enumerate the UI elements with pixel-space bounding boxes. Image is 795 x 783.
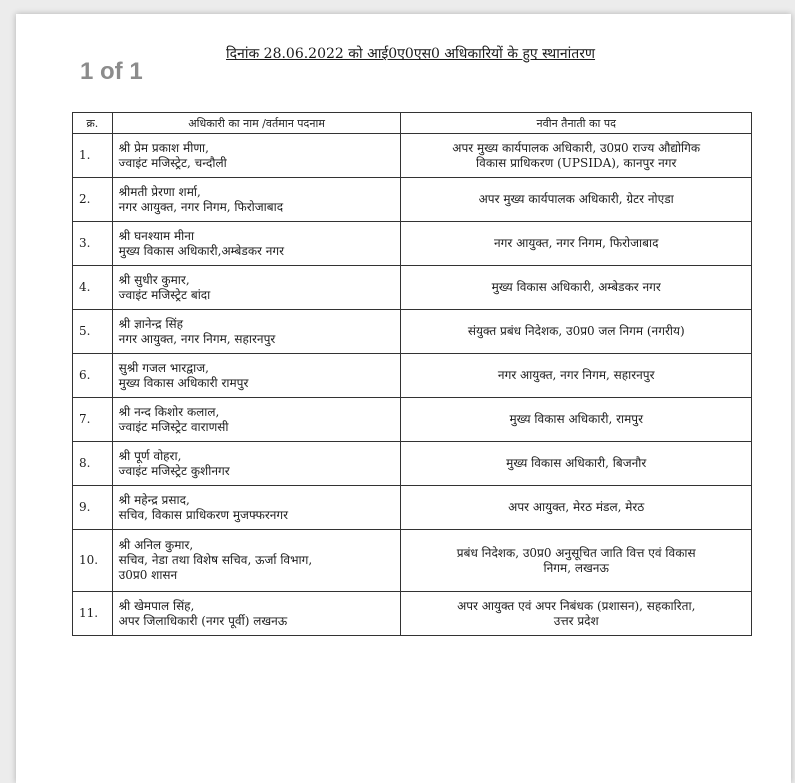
table-row — [73, 310, 752, 354]
serial-cell: 3. — [73, 222, 113, 266]
new-posting-line: प्रबंध निदेशक, उ0प्र0 अनुसूचित जाति वित्त एवं विकास — [456, 545, 696, 560]
officer-line: ज्वाइंट मजिस्ट्रेट बांदा — [118, 287, 211, 302]
officer-cell — [112, 178, 401, 222]
table-row — [73, 398, 752, 442]
officer-line: ज्वाइंट मजिस्ट्रेट कुशीनगर — [118, 463, 230, 478]
serial-cell: 10. — [73, 530, 113, 592]
officer-line: नगर आयुक्त, नगर निगम, सहारनपुर — [118, 331, 276, 346]
page-counter: 1 of 1 — [80, 58, 143, 85]
officer-line: श्री पूर्ण वोहरा, — [118, 448, 182, 463]
new-posting-cell — [401, 266, 752, 310]
officer-line: श्री सुधीर कुमार, — [118, 272, 190, 287]
serial-cell: 4. — [73, 266, 113, 310]
header-serial: क्र. — [73, 113, 113, 134]
new-posting-line: मुख्य विकास अधिकारी, रामपुर — [509, 412, 643, 426]
officer-cell — [112, 354, 401, 398]
officer-line: मुख्य विकास अधिकारी रामपुर — [118, 375, 249, 390]
serial-cell: 5. — [73, 310, 113, 354]
officer-cell — [112, 530, 401, 592]
officer-line: मुख्य विकास अधिकारी,अम्बेडकर नगर — [118, 243, 285, 258]
table-header-row — [73, 113, 752, 134]
serial-cell: 11. — [73, 592, 113, 636]
officer-line: उ0प्र0 शासन — [118, 568, 178, 582]
serial-cell: 7. — [73, 398, 113, 442]
table-body — [73, 134, 752, 636]
new-posting-line: अपर आयुक्त एवं अपर निबंधक (प्रशासन), सहकारिता, — [457, 598, 696, 613]
new-posting-cell — [401, 178, 752, 222]
table-row — [73, 530, 752, 592]
new-posting-line: अपर मुख्य कार्यपालक अधिकारी, ग्रेटर नोएडा — [478, 192, 674, 206]
table-row — [73, 592, 752, 636]
new-posting-line: मुख्य विकास अधिकारी, अम्बेडकर नगर — [491, 280, 661, 294]
officer-cell — [112, 310, 401, 354]
new-posting-cell — [401, 354, 752, 398]
new-posting-line: मुख्य विकास अधिकारी, बिजनौर — [506, 456, 647, 470]
officer-line: श्री नन्द किशोर कलाल, — [118, 404, 220, 419]
officer-cell — [112, 486, 401, 530]
new-posting-line: विकास प्राधिकरण (UPSIDA), कानपुर नगर — [476, 155, 677, 170]
new-posting-cell — [401, 486, 752, 530]
transfer-table — [72, 112, 752, 636]
officer-line: ज्वाइंट मजिस्ट्रेट वाराणसी — [118, 419, 229, 434]
officer-cell — [112, 222, 401, 266]
new-posting-line: संयुक्त प्रबंध निदेशक, उ0प्र0 जल निगम (नगरीय) — [467, 324, 685, 338]
officer-cell — [112, 134, 401, 178]
new-posting-cell — [401, 398, 752, 442]
officer-line: सुश्री गजल भारद्वाज, — [118, 360, 209, 375]
document-title: दिनांक 28.06.2022 को आई0ए0एस0 अधिकारियों के हुए स्थानांतरण — [226, 46, 596, 62]
header-officer: अधिकारी का नाम /वर्तमान पदनाम — [112, 113, 401, 134]
new-posting-cell — [401, 592, 752, 636]
table-row — [73, 178, 752, 222]
officer-line: सचिव, विकास प्राधिकरण मुजफ्फरनगर — [118, 507, 289, 522]
table-row — [73, 134, 752, 178]
officer-line: श्री खेमपाल सिंह, — [118, 598, 195, 613]
officer-cell — [112, 266, 401, 310]
officer-cell — [112, 592, 401, 636]
officer-line: श्री प्रेम प्रकाश मीणा, — [118, 140, 209, 155]
officer-line: नगर आयुक्त, नगर निगम, फिरोजाबाद — [118, 199, 284, 214]
new-posting-cell — [401, 442, 752, 486]
officer-line: ज्वाइंट मजिस्ट्रेट, चन्दौली — [118, 155, 227, 170]
new-posting-cell — [401, 310, 752, 354]
serial-cell: 6. — [73, 354, 113, 398]
officer-line: सचिव, नेडा तथा विशेष सचिव, ऊर्जा विभाग, — [118, 553, 313, 567]
serial-cell: 1. — [73, 134, 113, 178]
header-new-posting: नवीन तैनाती का पद — [401, 113, 752, 134]
officer-line: श्री महेन्द्र प्रसाद, — [118, 492, 190, 507]
new-posting-cell — [401, 134, 752, 178]
officer-cell — [112, 442, 401, 486]
serial-cell: 8. — [73, 442, 113, 486]
new-posting-line: अपर मुख्य कार्यपालक अधिकारी, उ0प्र0 राज्य औद्योगिक — [452, 140, 701, 155]
officer-cell — [112, 398, 401, 442]
new-posting-line: अपर आयुक्त, मेरठ मंडल, मेरठ — [508, 500, 645, 514]
new-posting-line: नगर आयुक्त, नगर निगम, सहारनपुर — [497, 368, 655, 382]
table-row — [73, 442, 752, 486]
officer-line: अपर जिलाधिकारी (नगर पूर्वी) लखनऊ — [118, 613, 288, 628]
table-row — [73, 354, 752, 398]
serial-cell: 2. — [73, 178, 113, 222]
officer-line: श्रीमती प्रेरणा शर्मा, — [118, 184, 201, 199]
table-row — [73, 222, 752, 266]
new-posting-line: उत्तर प्रदेश — [553, 613, 599, 628]
officer-line: श्री घनश्याम मीना — [118, 228, 195, 243]
serial-cell: 9. — [73, 486, 113, 530]
officer-line: श्री ज्ञानेन्द्र सिंह — [118, 316, 184, 331]
new-posting-line: नगर आयुक्त, नगर निगम, फिरोजाबाद — [494, 236, 659, 250]
new-posting-cell — [401, 530, 752, 592]
table-row — [73, 266, 752, 310]
new-posting-line: निगम, लखनऊ — [543, 560, 609, 575]
table-row — [73, 486, 752, 530]
officer-line: श्री अनिल कुमार, — [118, 538, 194, 552]
new-posting-cell — [401, 222, 752, 266]
